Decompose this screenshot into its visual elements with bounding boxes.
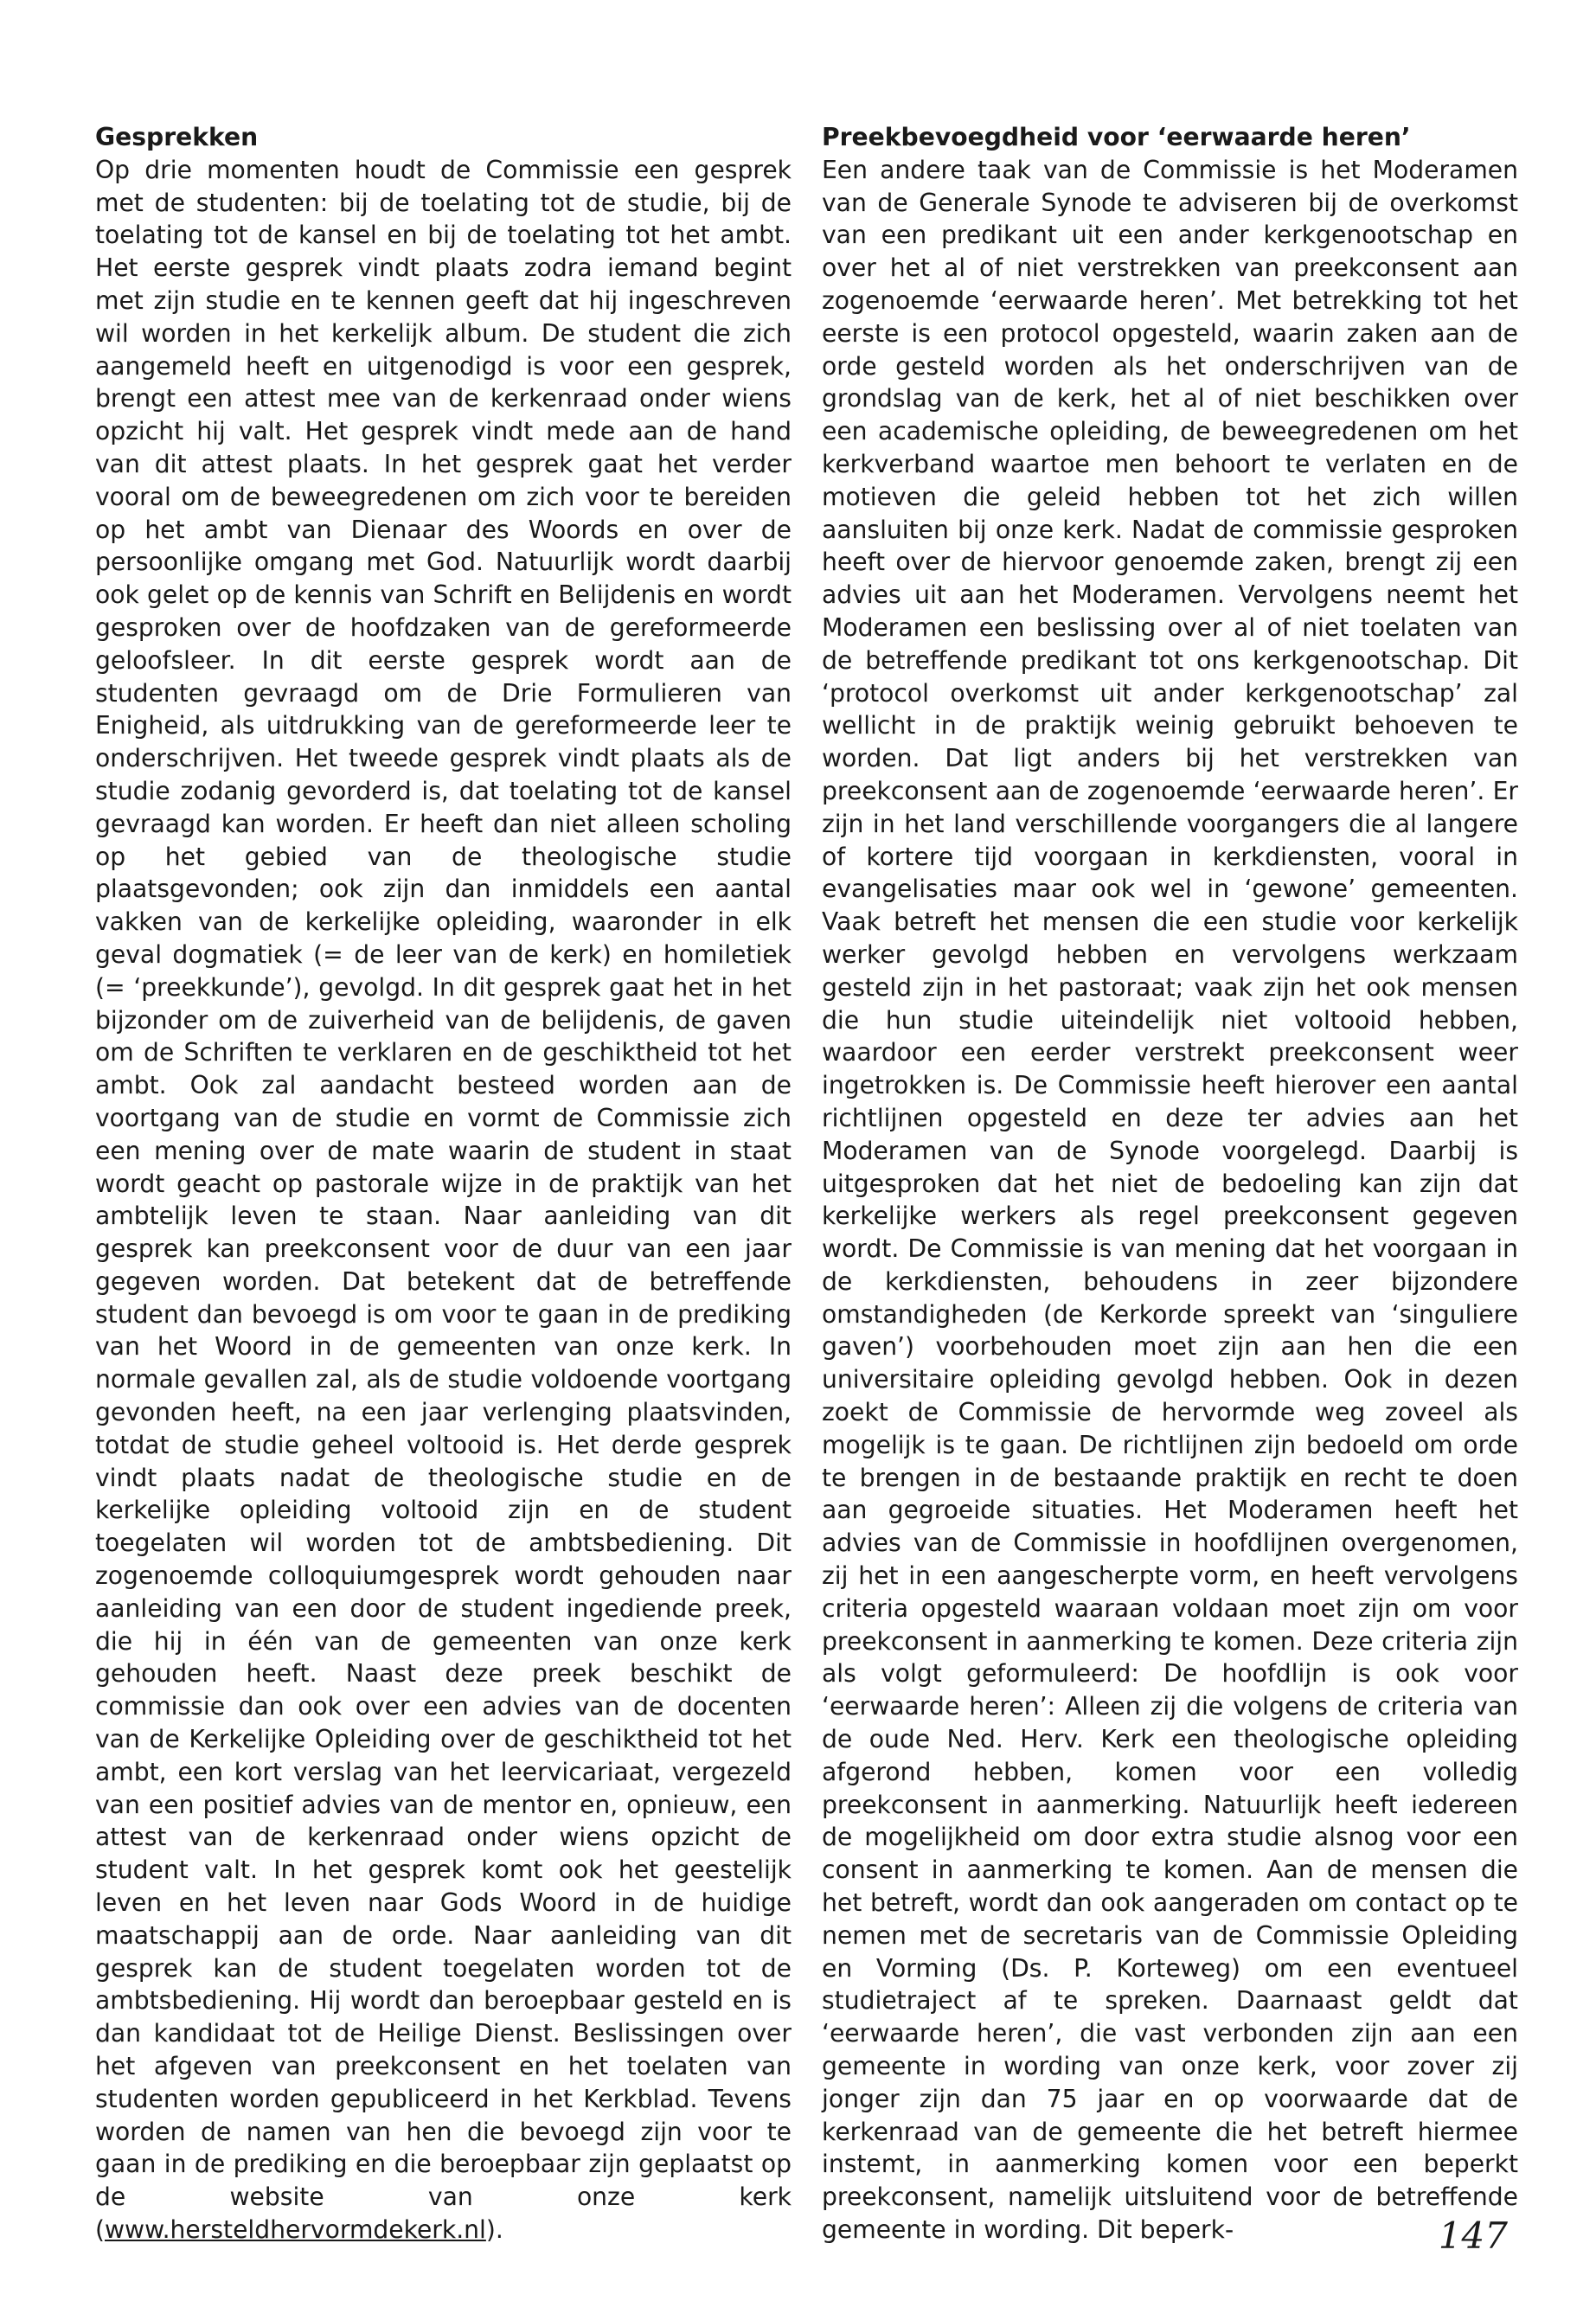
section-heading-gesprekken: Gesprekken bbox=[95, 123, 259, 151]
body-text-end: ). bbox=[485, 2215, 503, 2244]
body-text bbox=[95, 154, 792, 2247]
website-link[interactable]: www.hersteldhervormdekerk.nl bbox=[105, 2215, 486, 2244]
body-text: Een andere taak van de Commissie is het Moderamen van de Generale Synode te adviseren bij de overkomst van een predikant uit een ander kerkgenootschap en over het al of niet verstrekken van preekconsent aan zogenoemde ‘eerwaarde heren’. Met betrekking tot het eerste is een protocol opgesteld, waarin zaken aan de orde gesteld worden als het onderschrijven van de grondslag van de kerk, het al of niet beschikken over een academische opleiding, de beweegredenen om het kerkverband waartoe men behoort te verlaten en de motieven die geleid hebben tot het zich willen aansluiten bij onze kerk. Nadat de commissie gesproken heeft over de hiervoor genoemde zaken, brengt zij een advies uit aan het Moderamen. Vervolgens neemt het Moderamen een beslissing over al of niet toelaten van de betreffende predikant tot ons kerkgenootschap. Dit ‘protocol overkomst uit ander kerkgenootschap’ zal wellicht in de praktijk weinig gebruikt behoeven te worden. Dat ligt anders bij het verstrekken van preekconsent aan de zogenoemde ‘eerwaarde heren’. Er zijn in het land verschillende voorgangers die al langere of kortere tijd voorgaan in kerkdiensten, vooral in evangelisaties maar ook wel in ‘gewone’ gemeenten. Vaak betreft het mensen die een studie voor kerkelijk werker gevolgd hebben en vervolgens werkzaam gesteld zijn in het pastoraat; vaak zijn het ook mensen die hun studie uiteindelijk niet voltooid hebben, waardoor een eerder verstrekt preekconsent weer ingetrokken is. De Commissie heeft hierover een aantal richtlijnen opgesteld en deze ter advies aan het Moderamen van de Synode voorgelegd. Daarbij is uitgesproken dat het niet de bedoeling kan zijn dat kerkelijke werkers als regel preekconsent gegeven wordt. De Commissie is van mening dat het voorgaan in de kerkdiensten, behoudens in zeer bijzondere omstandigheden (de Kerkorde spreekt van ‘singuliere gaven’) voorbehouden moet zijn aan hen die een universitaire opleiding gevolgd hebben. Ook in dezen zoekt de Commissie de hervormde weg zoveel als mogelijk is te gaan. De richtlijnen zijn bedoeld om orde te brengen in de bestaande praktijk en recht te doen aan gegroeide situaties. Het Moderamen heeft het advies van de Commissie in hoofdlijnen overgenomen, zij het in een aangescherpte vorm, en heeft vervolgens criteria opgesteld waaraan voldaan moet zijn om voor preekconsent in aanmerking te komen. Deze criteria zijn als volgt geformuleerd: De hoofdlijn is ook voor ‘eerwaarde heren’: Alleen zij die volgens de criteria van de oude Ned. Herv. Kerk een theologische opleiding afgerond hebben, komen voor een volledig preekconsent in aanmerking. Natuurlijk heeft iedereen de mogelijkheid om door extra studie alsnog voor een consent in aanmerking te komen. Aan de mensen die het betreft, wordt dan ook aangeraden om contact op te nemen met de secretaris van de Commissie Opleiding en Vorming (Ds. P. Korteweg) om een eventueel studietraject af te spreken. Daarnaast geldt dat ‘eerwaarde heren’, die vast verbonden zijn aan een gemeente in wording van onze kerk, voor zover zij jonger zijn dan 75 jaar en op voorwaarde dat de kerkenraad van de gemeente die het betreft hiermee instemt, in aanmerking komen voor een beperkt preekconsent, namelijk uitsluitend voor de betreffende gemeente in wording. Dit beperk- bbox=[822, 155, 1518, 2244]
body-text-main: Op drie momenten houdt de Commissie een gesprek met de studenten: bij de toelating tot de studie, bij de toelating tot de kansel en bij de toelating tot het ambt. Het eerste gesprek vindt plaats zodra iemand begint met zijn studie en te kennen geeft dat hij ingeschreven wil worden in het kerkelijk album. De student die zich aangemeld heeft en uitgenodigd is voor een gesprek, brengt een attest mee van de kerkenraad onder wiens opzicht hij valt. Het gesprek vindt mede aan de hand van dit attest plaats. In het gesprek gaat het verder vooral om de beweegredenen om zich voor te bereiden op het ambt van Dienaar des Woords en over de persoonlijke omgang met God. Natuurlijk wordt daarbij ook gelet op de kennis van Schrift en Belijdenis en wordt gesproken over de hoofdzaken van de gereformeerde geloofsleer. In dit eerste gesprek wordt aan de studenten gevraagd om de Drie Formulieren van Enigheid, als uitdrukking van de gereformeerde leer te onderschrijven. Het tweede gesprek vindt plaats als de studie zodanig gevorderd is, dat toelating tot de kansel gevraagd kan worden. Er heeft dan niet alleen scholing op het gebied van de theologische studie plaatsgevonden; ook zijn dan inmiddels een aantal vakken van de kerkelijke opleiding, waaronder in elk geval dogmatiek (= de leer van de kerk) en homiletiek (= ‘preekkunde’), gevolgd. In dit gesprek gaat het in het bijzonder om de zuiverheid van de belijdenis, de gaven om de Schriften te verklaren en de geschiktheid tot het ambt. Ook zal aandacht besteed worden aan de voortgang van de studie en vormt de Commissie zich een mening over de mate waarin de student in staat wordt geacht op pastorale wijze in de praktijk van het ambtelijk leven te staan. Naar aanleiding van dit gesprek kan preekconsent voor de duur van een jaar gegeven worden. Dat betekent dat de betreffende student dan bevoegd is om voor te gaan in de prediking van het Woord in de gemeenten van onze kerk. In normale gevallen zal, als de studie voldoende voortgang gevonden heeft, na een jaar verlenging plaatsvinden, totdat de studie geheel voltooid is. Het derde gesprek vindt plaats nadat de theologische studie en de kerkelijke opleiding voltooid zijn en de student toegelaten wil worden tot de ambtsbediening. Dit zogenoemde colloquiumgesprek wordt gehouden naar aanleiding van een door de student ingediende preek, die hij in één van de gemeenten van onze kerk gehouden heeft. Naast deze preek beschikt de commissie dan ook over een advies van de docenten van de Kerkelijke Opleiding over de geschiktheid tot het ambt, een kort verslag van het leervicariaat, vergezeld van een positief advies van de mentor en, opnieuw, een attest van de kerkenraad onder wiens opzicht de student valt. In het gesprek komt ook het geestelijk leven en het leven naar Gods Woord in de huidige maatschappij aan de orde. Naar aanleiding van dit gesprek kan de student toegelaten worden tot de ambtsbediening. Hij wordt dan beroepbaar gesteld en is dan kandidaat tot de Heilige Dienst. Beslissingen over het afgeven van preekconsent en het toelaten van studenten worden gepubliceerd in het Kerkblad. Tevens worden de namen van hen die bevoegd zijn voor te gaan in de prediking en die beroepbaar zijn geplaatst op de website van onze kerk ( bbox=[95, 155, 792, 2244]
left-column bbox=[95, 121, 792, 2247]
section-heading-preekbevoegdheid: Preekbevoegdheid voor ‘eerwaarde heren’ bbox=[822, 123, 1411, 151]
page-number: 147 bbox=[1438, 2214, 1508, 2257]
right-column bbox=[822, 121, 1518, 2247]
